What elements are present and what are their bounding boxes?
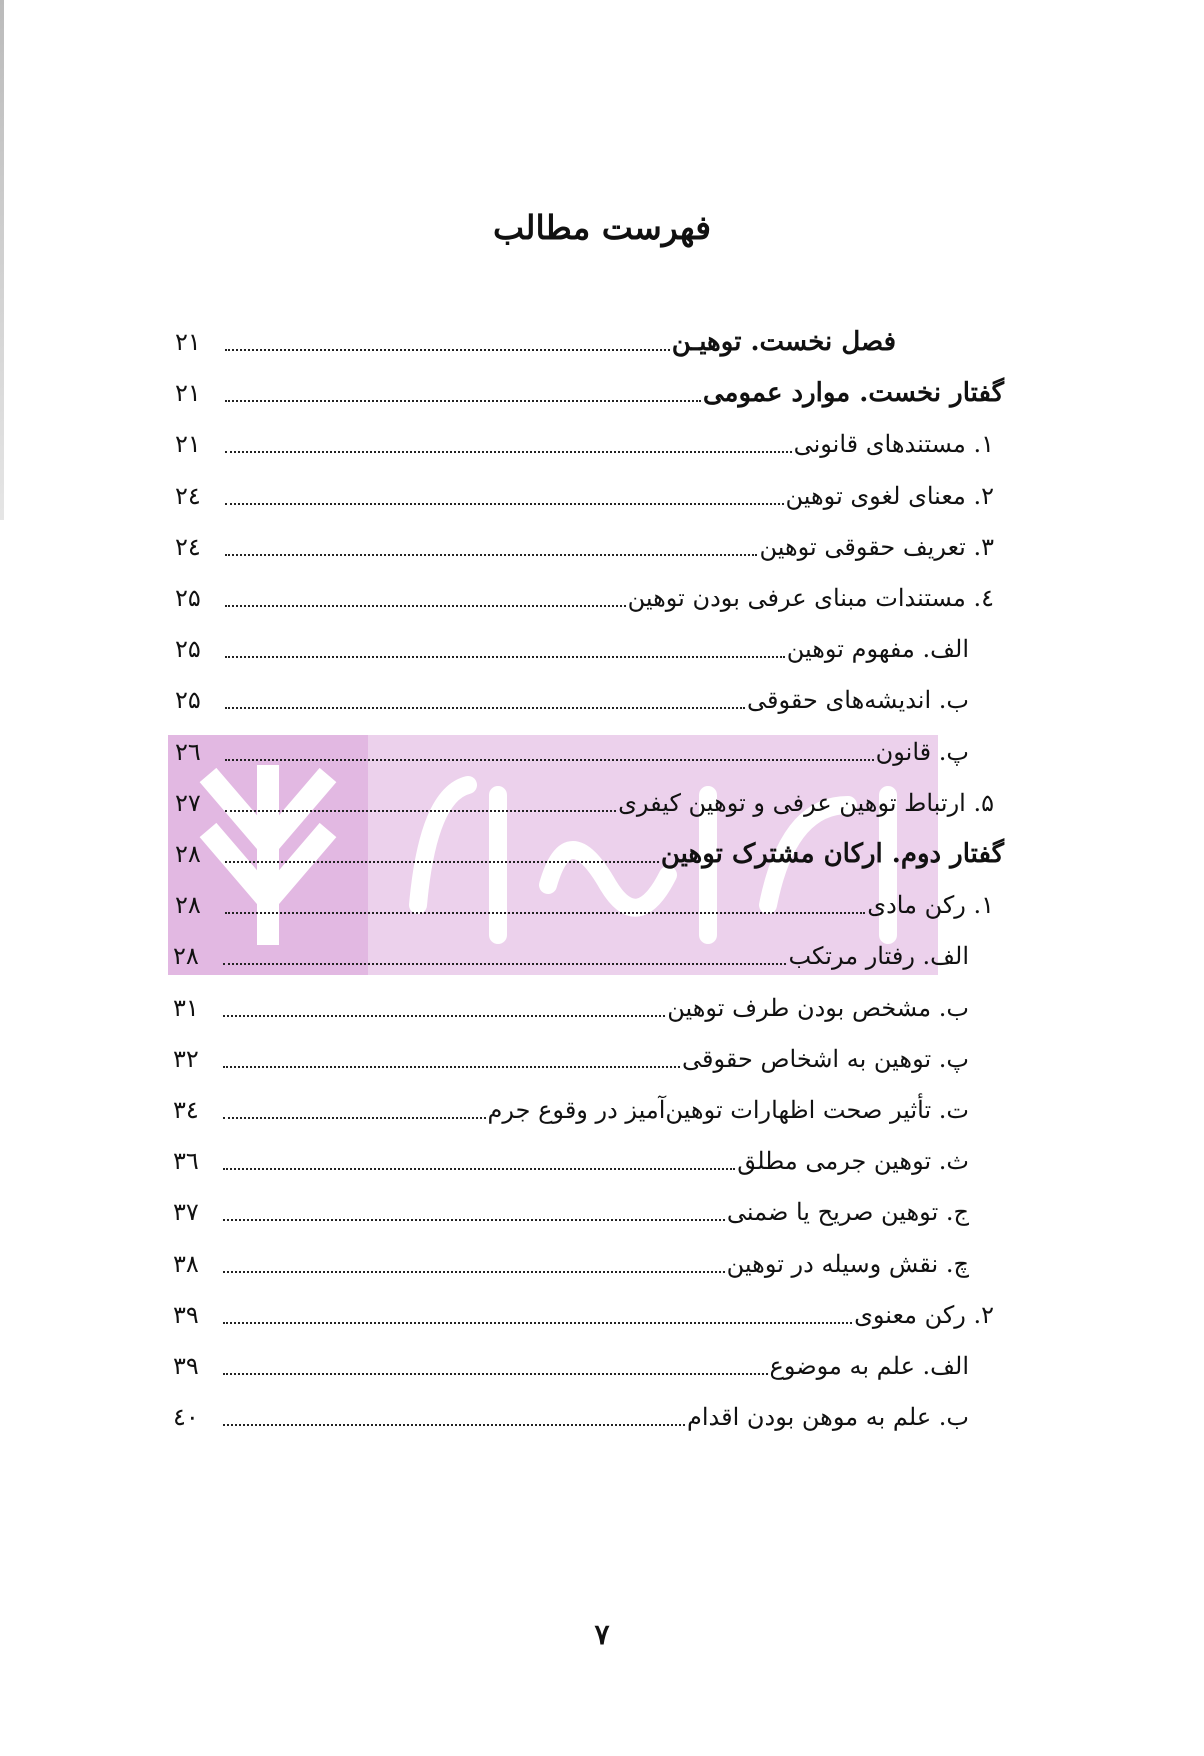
toc-entry-label: الف. مفهوم توهین — [786, 635, 969, 664]
toc-row — [175, 830, 1004, 878]
leader-dots — [225, 759, 874, 761]
leader-dots — [223, 1373, 768, 1375]
toc-entry-label: چ. نقش وسیله در توهین — [726, 1249, 969, 1278]
toc-entry-label: پ. توهین به اشخاص حقوقی — [682, 1044, 969, 1073]
toc-page-number: ۲۱ — [175, 379, 201, 408]
leader-dots — [225, 554, 757, 556]
leader-dots — [225, 503, 784, 505]
toc-row — [173, 932, 969, 980]
leader-dots — [223, 1322, 852, 1324]
leader-dots — [223, 1271, 725, 1273]
leader-dots — [225, 400, 701, 402]
toc-entry-label: ۱. رکن مادی — [867, 891, 994, 920]
page-title: فهرست مطالب — [493, 208, 711, 247]
toc-row — [173, 1393, 969, 1441]
toc-page-number: ۳۸ — [173, 1249, 199, 1278]
leader-dots — [223, 1424, 685, 1426]
toc-entry-label: ٤. مستندات مبنای عرفی بودن توهین — [627, 584, 994, 612]
toc-page-number: ۳۹ — [173, 1352, 199, 1380]
toc-entry-label: الف. رفتار مرتکب — [788, 942, 969, 971]
toc-entry-label: ۲. معنای لغوی توهین — [785, 481, 994, 510]
toc-page-number: ۲۸ — [175, 891, 201, 920]
leader-dots — [223, 963, 786, 965]
toc-page-number: ٤۰ — [173, 1403, 199, 1432]
page-number: ۷ — [594, 1618, 610, 1651]
toc-entry-label: ۵. ارتباط توهین عرفی و توهین کیفری — [618, 788, 994, 817]
toc-row — [175, 728, 969, 776]
toc-entry-label: ۱. مستندهای قانونی — [793, 430, 994, 459]
toc-entry-label: ب. مشخص بودن طرف توهین — [667, 993, 969, 1022]
toc-page-number: ۲۵ — [175, 584, 201, 612]
toc-page-number: ۲٤ — [175, 481, 201, 510]
leader-dots — [223, 1066, 680, 1068]
toc-page-number: ۲۵ — [175, 686, 201, 715]
toc-page-number: ۳۲ — [173, 1044, 199, 1073]
toc-row — [175, 574, 994, 622]
toc-page-number: ۲٤ — [175, 532, 201, 561]
toc-entry-label: ج. توهین صریح یا ضمنی — [726, 1198, 969, 1227]
toc-row — [173, 1240, 969, 1288]
leader-dots — [225, 605, 626, 607]
toc-page-number: ۲٦ — [175, 737, 201, 766]
leader-dots — [225, 349, 670, 351]
toc-row — [175, 369, 1004, 417]
toc-entry-label: ۳. تعریف حقوقی توهین — [759, 532, 994, 561]
toc-entry-label: ث. توهین جرمی مطلق — [737, 1147, 969, 1176]
leader-dots — [223, 1015, 665, 1017]
toc-page-number: ۳۷ — [173, 1198, 199, 1227]
toc-entry-label: پ. قانون — [875, 737, 969, 766]
toc-page-number: ۲۱ — [175, 328, 201, 356]
leader-dots — [223, 1117, 486, 1119]
leader-dots — [223, 1168, 735, 1170]
toc-page-number: ۲۵ — [175, 635, 201, 664]
toc-entry-label: ت. تأثیر صحت اظهارات توهین‌آمیز در وقوع جرم — [487, 1096, 969, 1124]
toc-entry-label: گفتار نخست. موارد عمومی — [702, 378, 1004, 409]
toc-entry-label: ۲. رکن معنوی — [854, 1300, 994, 1329]
leader-dots — [225, 451, 792, 453]
toc-row — [175, 420, 994, 468]
toc-entry-label: الف. علم به موضوع — [769, 1352, 969, 1380]
toc-page-number: ۲۸ — [175, 840, 201, 868]
toc-page-number: ۲۱ — [175, 430, 201, 459]
toc-row — [175, 472, 994, 520]
leader-dots — [225, 707, 745, 709]
toc-row — [173, 1035, 969, 1083]
toc-row — [173, 1291, 994, 1339]
toc-entry-label: ب. اندیشه‌های حقوقی — [747, 686, 969, 715]
toc-row — [175, 779, 994, 827]
leader-dots — [225, 912, 865, 914]
toc-page-number: ۳٤ — [173, 1096, 199, 1124]
toc-row — [175, 676, 969, 724]
toc-page-number: ۳۱ — [173, 993, 199, 1022]
toc-entry-label: فصل نخست. توهیـن — [671, 327, 896, 357]
toc-row — [175, 523, 994, 571]
toc-page-number: ۲۸ — [173, 942, 199, 971]
toc-row — [173, 1188, 969, 1236]
toc-row — [175, 318, 896, 366]
toc-page-number: ۲۷ — [175, 788, 201, 817]
toc-row — [173, 1086, 969, 1134]
leader-dots — [225, 810, 616, 812]
toc-row — [173, 1137, 969, 1185]
toc-entry-label: گفتار دوم. ارکان مشترک توهین — [660, 839, 1004, 869]
toc-row — [173, 1342, 969, 1390]
toc-page-number: ۳٦ — [173, 1147, 199, 1176]
leader-dots — [223, 1219, 725, 1221]
leader-dots — [225, 656, 785, 658]
toc-row — [173, 984, 969, 1032]
toc-entry-label: ب. علم به موهن بودن اقدام — [687, 1403, 969, 1432]
toc-row — [175, 625, 969, 673]
toc-row — [175, 881, 994, 929]
toc-page-number: ۳۹ — [173, 1300, 199, 1329]
leader-dots — [225, 861, 659, 863]
